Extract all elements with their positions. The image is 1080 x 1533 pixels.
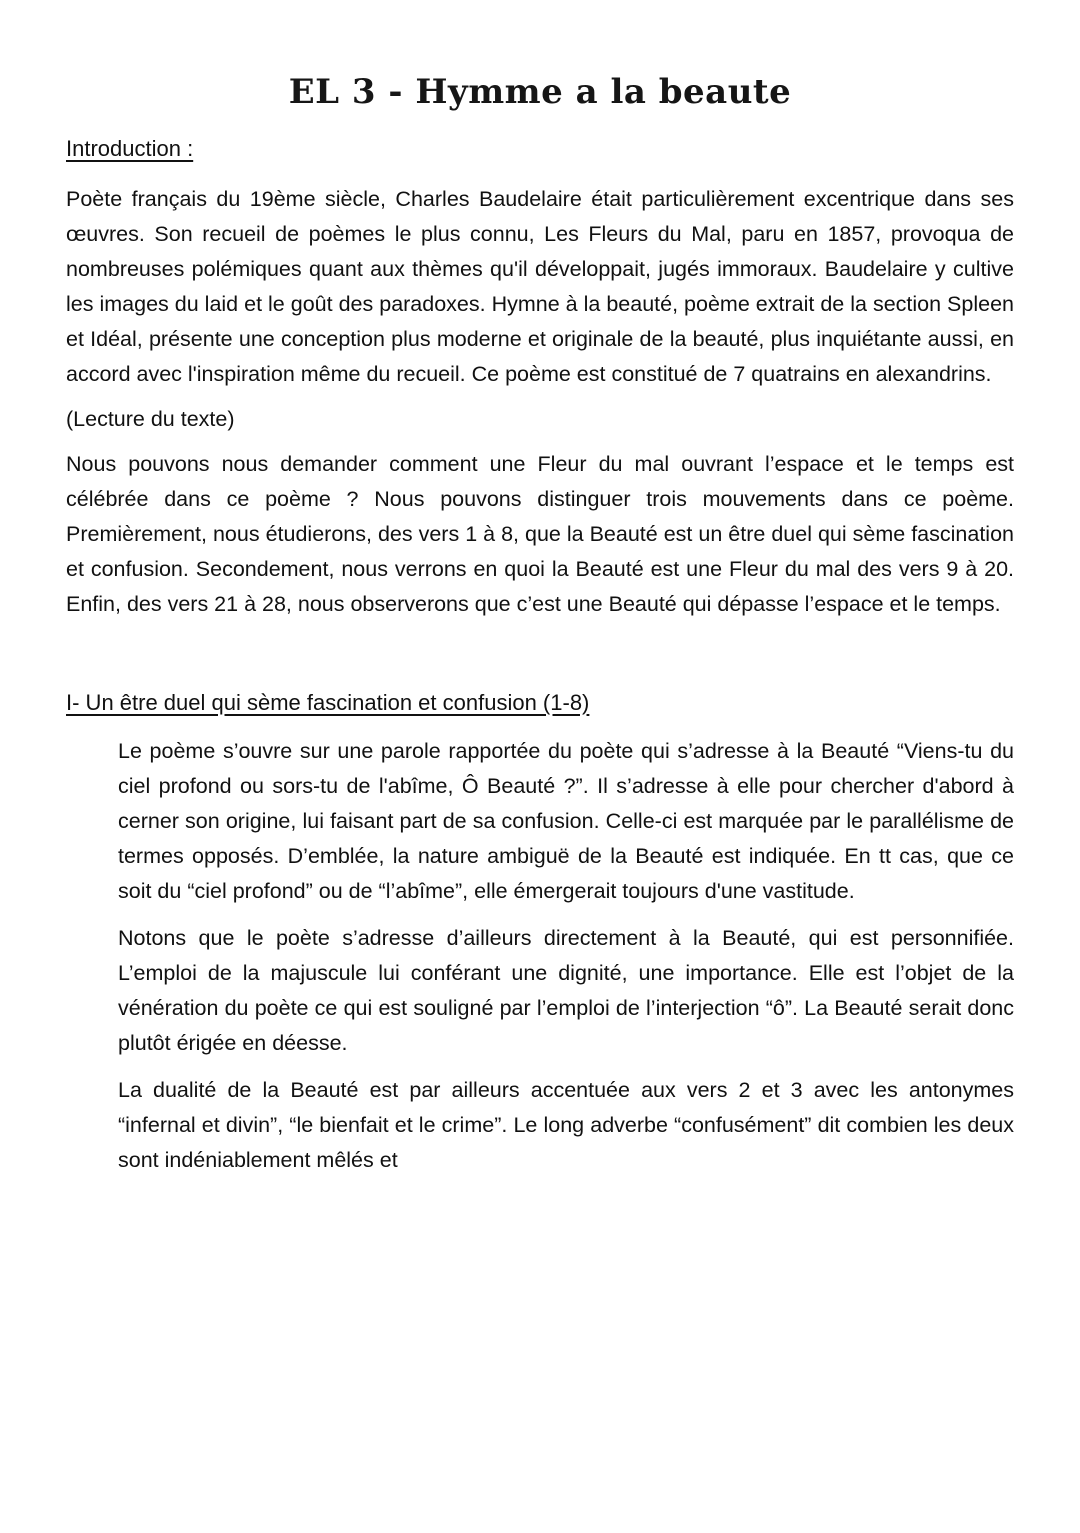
page-title: EL 3 - Hymme a la beaute	[288, 72, 792, 112]
section-1-paragraph-3: La dualité de la Beauté est par ailleurs accentuée aux vers 2 et 3 avec les antonymes “infernal et divin”, “le bienfait et le crime”. Le long adverbe “confusément” dit combien les deux sont indéniablement mêlés et	[118, 1078, 1014, 1172]
intro-paragraph: Poète français du 19ème siècle, Charles Baudelaire était particulièrement excentrique dans ses œuvres. Son recueil de poèmes le plus connu, Les Fleurs du Mal, paru en 1857, provoqua de nombreuses polémiques quant aux thèmes qu'il développait, jugés immoraux. Baudelaire y cultive les images du laid et le goût des paradoxes. Hymne à la beauté, poème extrait de la section Spleen et Idéal, présente une conception plus moderne et originale de la beauté, plus inquiétante aussi, en accord avec l'inspiration même du recueil. Ce poème est constitué de 7 quatrains en alexandrins.	[66, 187, 1014, 386]
reading-note: (Lecture du texte)	[66, 407, 235, 431]
section-1-body	[66, 734, 1014, 1178]
section-1-paragraph-1: Le poème s’ouvre sur une parole rapportée du poète qui s’adresse à la Beauté “Viens-tu du ciel profond ou sors-tu de l'abîme, Ô Beauté ?”. Il s’adresse à elle pour chercher d'abord à cerner son origine, lui faisant part de sa confusion. Celle-ci est marquée par le parallélisme de termes opposés. D’emblée, la nature ambiguë de la Beauté est indiquée. En tt cas, que ce soit du “ciel profond” ou de “l’abîme”, elle émergerait toujours d'une vastitude.	[118, 739, 1014, 903]
problematic-paragraph: Nous pouvons nous demander comment une Fleur du mal ouvrant l’espace et le temps est célébrée dans ce poème ? Nous pouvons distinguer trois mouvements dans ce poème. Premièrement, nous étudierons, des vers 1 à 8, que la Beauté est un être duel qui sème fascination et confusion. Secondement, nous verrons en quoi la Beauté est une Fleur du mal des vers 9 à 20. Enfin, des vers 21 à 28, nous observerons que c’est une Beauté qui dépasse l’espace et le temps.	[66, 452, 1014, 616]
intro-heading: Introduction :	[66, 136, 194, 161]
section-1-heading: I- Un être duel qui sème fascination et confusion (1-8)	[66, 690, 590, 715]
section-1-paragraph-2: Notons que le poète s’adresse d’ailleurs directement à la Beauté, qui est personnifiée. L’emploi de la majuscule lui conférant une dignité, une importance. Elle est l’objet de la vénération du poète ce qui est souligné par l’emploi de l’interjection “ô”. La Beauté serait donc plutôt érigée en déesse.	[118, 926, 1014, 1055]
